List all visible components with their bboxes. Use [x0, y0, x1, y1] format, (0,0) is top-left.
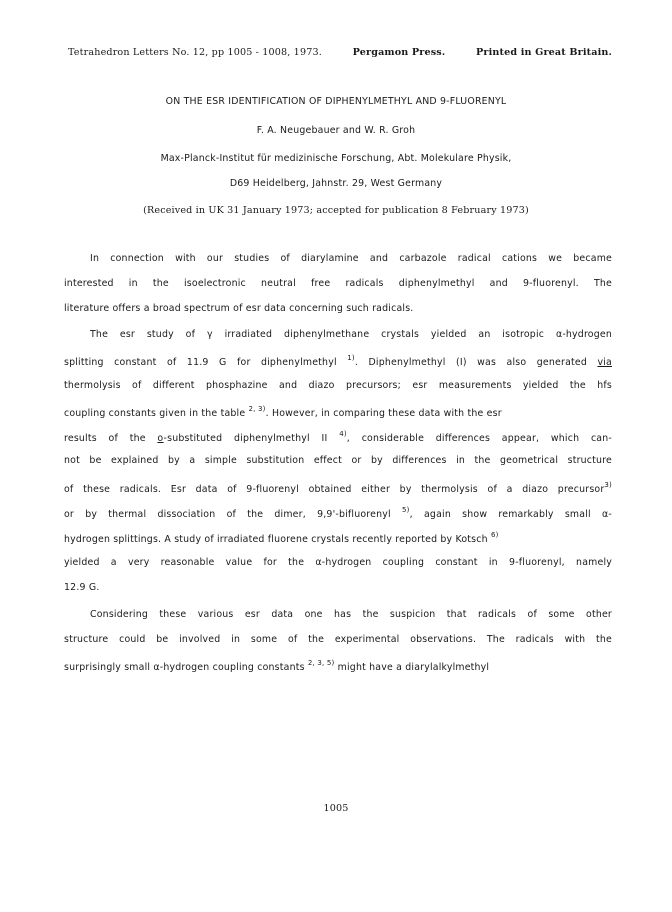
p2-line-11: 12.9 G. [64, 582, 100, 593]
text: -substituted diphenylmethyl II [163, 433, 328, 444]
text: . Diphenylmethyl (I) was also generated [354, 357, 588, 368]
text: splitting constant of 11.9 G for diphenylmethyl [64, 357, 337, 368]
text: results of the [64, 433, 146, 444]
p2-line-10: yielded a very reasonable value for the α-hydrogen coupling constant in 9-fluorenyl, namely [64, 557, 612, 568]
publisher: Pergamon Press. [352, 47, 446, 58]
p1-line-3: literature offers a broad spectrum of esr data concerning such radicals. [64, 303, 414, 314]
p3-line-3 [64, 659, 612, 673]
text: or by thermal dissociation of the dimer, 9,9'-bifluorenyl [64, 509, 391, 520]
text: , again show remarkably small α- [409, 509, 612, 520]
reference-marker: 2, 3, 5) [307, 659, 335, 667]
p2-line-9 [64, 531, 612, 545]
text: , considerable differences appear, which can- [346, 433, 612, 444]
affiliation-line-2: D69 Heidelberg, Jahnstr. 29, West Germany [229, 178, 443, 189]
p2-line-4 [64, 405, 612, 419]
ortho-marker: o [157, 433, 164, 444]
reference-marker: 1) [347, 354, 355, 362]
p2-line-1: The esr study of γ irradiated diphenylmethane crystals yielded an isotropic α-hydrogen [90, 329, 612, 340]
text: might have a diarylalkylmethyl [337, 662, 490, 673]
p2-line-8 [64, 506, 612, 520]
page-number: 1005 [323, 803, 349, 814]
journal-citation: Tetrahedron Letters No. 12, pp 1005 - 1008, 1973. [68, 47, 322, 58]
p2-line-5 [64, 430, 612, 444]
p2-line-3: thermolysis of different phosphazine and diazo precursors; esr measurements yielded the hfs [64, 380, 612, 391]
reference-marker: 6) [490, 531, 499, 539]
text: coupling constants given in the table [64, 408, 246, 419]
p2-line-7 [64, 481, 612, 495]
received-dates: (Received in UK 31 January 1973; accepted for publication 8 February 1973) [143, 205, 529, 216]
running-header [68, 47, 612, 58]
p3-line-1: Considering these various esr data one has the suspicion that radicals of some other [90, 609, 612, 620]
p2-line-2 [64, 354, 612, 368]
affiliation-line-1: Max-Planck-Institut für medizinische Forschung, Abt. Molekulare Physik, [160, 153, 512, 164]
text: . However, in comparing these data with the esr [265, 408, 502, 419]
reference-marker: 2, 3) [248, 405, 266, 413]
reference-marker: 3) [604, 481, 612, 489]
reference-marker: 5) [402, 506, 410, 514]
p1-line-2: interested in the isoelectronic neutral free radicals diphenylmethyl and 9-fluorenyl. The [64, 278, 612, 289]
printed-note: Printed in Great Britain. [476, 47, 612, 58]
article-title: ON THE ESR IDENTIFICATION OF DIPHENYLMETHYL AND 9-FLUORENYL [165, 96, 507, 107]
reference-marker: 4) [339, 430, 347, 438]
emphasis-via: via [597, 357, 612, 368]
text: of these radicals. Esr data of 9-fluorenyl obtained either by thermolysis of a diazo precursor [64, 484, 605, 495]
text: surprisingly small α-hydrogen coupling constants [64, 662, 305, 673]
p3-line-2: structure could be involved in some of the experimental observations. The radicals with the [64, 634, 612, 645]
p2-line-6: not be explained by a simple substitution effect or by differences in the geometrical structure [64, 455, 612, 466]
authors: F. A. Neugebauer and W. R. Groh [256, 125, 416, 136]
text: hydrogen splittings. A study of irradiated fluorene crystals recently reported by Kotsch [64, 534, 488, 545]
p1-line-1: In connection with our studies of diarylamine and carbazole radical cations we became [90, 253, 612, 264]
